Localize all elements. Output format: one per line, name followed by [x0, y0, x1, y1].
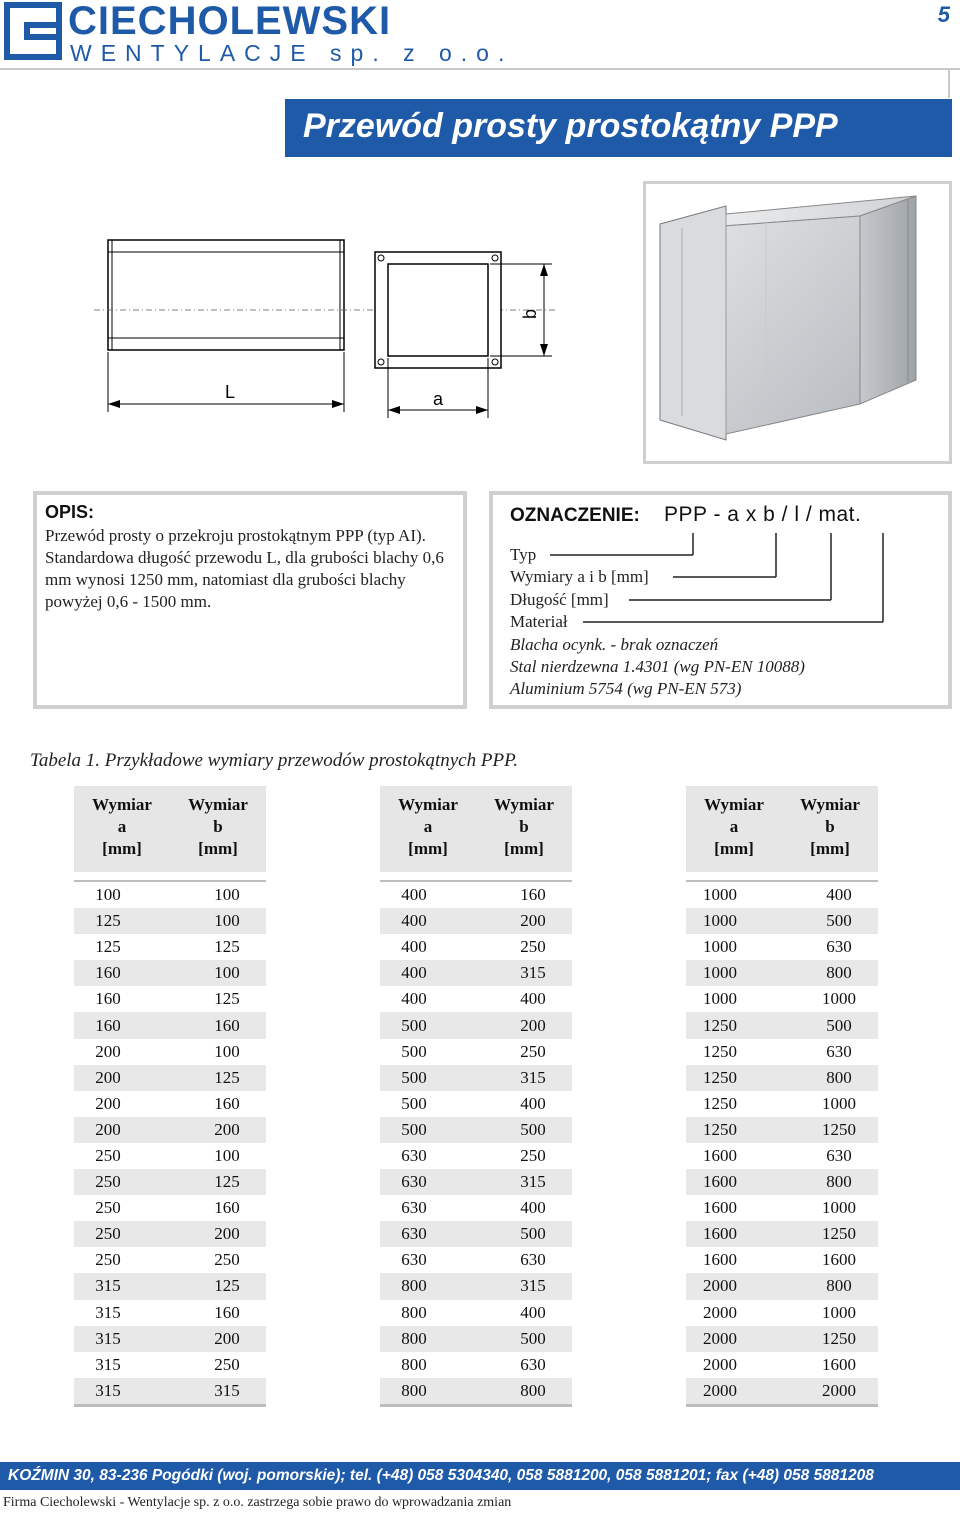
header-divider	[0, 68, 960, 70]
cell-dimension-b: 125	[214, 937, 240, 957]
cell-dimension-b: 125	[214, 989, 240, 1009]
cell-dimension-b: 1000	[822, 1302, 856, 1322]
cell-dimension-b: 250	[520, 1145, 546, 1165]
cell-dimension-b: 160	[170, 1012, 266, 1038]
table-row	[74, 1117, 266, 1143]
dimension-table-3	[686, 786, 878, 1407]
table-row	[380, 882, 572, 908]
product-photo	[643, 181, 952, 464]
cell-dimension-a: 400	[380, 960, 476, 986]
cell-dimension-b: 400	[520, 1302, 546, 1322]
table-row	[686, 1247, 878, 1273]
designation-mat-galvanized: Blacha ocynk. - brak oznaczeń	[510, 635, 719, 654]
table-row	[380, 1091, 572, 1117]
table-row	[74, 960, 266, 986]
table-row	[380, 1169, 572, 1195]
cell-dimension-b: 315	[476, 960, 572, 986]
table-row	[380, 1352, 572, 1378]
designation-heading: OZNACZENIE:	[510, 505, 640, 526]
cell-dimension-b: 200	[476, 908, 572, 934]
brand-subtitle: WENTYLACJE sp. z o.o.	[70, 40, 514, 66]
duct-photo-illustration	[646, 184, 949, 461]
cell-dimension-a: 1250	[686, 1065, 782, 1091]
page-number: 5	[937, 2, 950, 27]
table-row	[74, 1143, 266, 1169]
cell-dimension-a: 800	[380, 1273, 476, 1299]
column-header-a	[74, 786, 170, 872]
table-row	[686, 1091, 878, 1117]
footer-address: KOŹMIN 30, 83-236 Pogódki (woj. pomorskie); tel. (+48) 058 5304340, 058 5881200, 058 5881201; fax (+48) 058 5881208	[8, 1467, 874, 1484]
cell-dimension-b: 500	[476, 1117, 572, 1143]
cell-dimension-a: 160	[74, 960, 170, 986]
cell-dimension-a: 1600	[703, 1145, 737, 1165]
table-row	[74, 1091, 266, 1117]
cell-dimension-a: 1000	[686, 908, 782, 934]
cell-dimension-b: 250	[520, 1041, 546, 1061]
designation-mat-stainless: Stal nierdzewna 1.4301 (wg PN-EN 10088)	[510, 657, 805, 676]
cell-dimension-b: 1250	[782, 1221, 878, 1247]
designation-material: Materiał	[510, 612, 568, 631]
table-row	[74, 1221, 266, 1247]
cell-dimension-a: 125	[95, 937, 121, 957]
footer-note: Firma Ciecholewski - Wentylacje sp. z o.o. zastrzega sobie prawo do wprowadzania zmian	[3, 1495, 512, 1510]
column-header-label: Wymiar	[92, 795, 152, 814]
table-row	[686, 1143, 878, 1169]
table-row	[380, 1039, 572, 1065]
cell-dimension-b: 100	[214, 1145, 240, 1165]
designation-code: PPP - a x b / l / mat.	[664, 503, 862, 526]
table-row	[380, 1247, 572, 1273]
column-header-symbol: b	[213, 817, 223, 836]
cell-dimension-a: 1000	[703, 885, 737, 905]
description-text: Przewód prosty o przekroju prostokątnym PPP (typ AI). Standardowa długość przewodu L, dla grubości blachy 0,6 mm wynosi 1250 mm, natomiast dla grubości blachy powyżej 0,6 - 1500 mm.	[45, 526, 444, 611]
label-a: a	[432, 389, 444, 409]
cell-dimension-a: 1600	[703, 1198, 737, 1218]
designation-dlugosc: Długość [mm]	[510, 590, 609, 609]
table-row	[380, 960, 572, 986]
cell-dimension-b: 315	[476, 1273, 572, 1299]
cell-dimension-b: 800	[782, 960, 878, 986]
cell-dimension-b: 800	[782, 1273, 878, 1299]
cell-dimension-b: 1000	[822, 989, 856, 1009]
cell-dimension-a: 200	[95, 1041, 121, 1061]
cell-dimension-a: 1250	[686, 1117, 782, 1143]
brand-name: CIECHOLEWSKI	[68, 0, 392, 43]
table-row	[686, 1065, 878, 1091]
column-header-label: Wymiar	[704, 795, 764, 814]
description-heading: OPIS:	[45, 502, 95, 522]
cell-dimension-b: 315	[476, 1065, 572, 1091]
cell-dimension-a: 1250	[703, 1041, 737, 1061]
dimension-table-1	[74, 786, 266, 1407]
cell-dimension-b: 160	[214, 1093, 240, 1113]
duct-flange-view	[375, 252, 501, 368]
table-row	[686, 1273, 878, 1299]
cell-dimension-b: 100	[170, 960, 266, 986]
cell-dimension-a: 500	[380, 1117, 476, 1143]
cell-dimension-a: 400	[380, 908, 476, 934]
column-header-unit: [mm]	[102, 839, 142, 858]
cell-dimension-b: 1250	[782, 1117, 878, 1143]
cell-dimension-b: 1600	[822, 1250, 856, 1270]
column-header-symbol: b	[519, 817, 529, 836]
table-row	[74, 1195, 266, 1221]
column-header-symbol: a	[729, 817, 739, 836]
cell-dimension-b: 630	[520, 1250, 546, 1270]
label-length: L	[224, 382, 236, 402]
table-row	[380, 986, 572, 1012]
table-row	[74, 1039, 266, 1065]
cell-dimension-a: 1250	[703, 1093, 737, 1113]
table-row	[380, 1117, 572, 1143]
cell-dimension-a: 200	[95, 1093, 121, 1113]
cell-dimension-b: 800	[782, 1065, 878, 1091]
table-row	[686, 1300, 878, 1326]
cell-dimension-a: 630	[401, 1198, 427, 1218]
company-logo	[4, 0, 514, 66]
cell-dimension-a: 500	[380, 1065, 476, 1091]
cell-dimension-a: 1600	[703, 1250, 737, 1270]
cell-dimension-a: 315	[95, 1302, 121, 1322]
cell-dimension-b: 160	[214, 1302, 240, 1322]
technical-drawing	[60, 228, 560, 428]
column-header-unit: [mm]	[810, 839, 850, 858]
cell-dimension-a: 630	[401, 1250, 427, 1270]
table-row	[380, 1143, 572, 1169]
table-row	[74, 1273, 266, 1299]
column-header-label: Wymiar	[398, 795, 458, 814]
table-row	[74, 1352, 266, 1378]
table-row	[686, 1195, 878, 1221]
cell-dimension-a: 1000	[703, 989, 737, 1009]
cell-dimension-b: 160	[214, 1198, 240, 1218]
cell-dimension-b: 630	[826, 1145, 852, 1165]
cell-dimension-a: 800	[401, 1302, 427, 1322]
table-row	[686, 1352, 878, 1378]
cell-dimension-a: 1250	[686, 1012, 782, 1038]
cell-dimension-b: 125	[170, 1273, 266, 1299]
cell-dimension-a: 2000	[703, 1302, 737, 1322]
cell-dimension-b: 200	[170, 1326, 266, 1352]
table-row	[74, 1065, 266, 1091]
cell-dimension-a: 2000	[686, 1378, 782, 1404]
table-row	[686, 908, 878, 934]
cell-dimension-b: 800	[476, 1378, 572, 1404]
cell-dimension-b: 200	[170, 1221, 266, 1247]
cell-dimension-a: 200	[74, 1117, 170, 1143]
cell-dimension-a: 315	[95, 1354, 121, 1374]
cell-dimension-b: 250	[214, 1250, 240, 1270]
cell-dimension-a: 200	[74, 1065, 170, 1091]
cell-dimension-a: 1000	[703, 937, 737, 957]
designation-box	[489, 491, 952, 709]
cell-dimension-b: 125	[170, 1065, 266, 1091]
cell-dimension-b: 630	[826, 1041, 852, 1061]
cell-dimension-b: 1250	[782, 1326, 878, 1352]
table-row	[74, 1300, 266, 1326]
table-row	[380, 1326, 572, 1352]
column-header-unit: [mm]	[408, 839, 448, 858]
table-row	[74, 934, 266, 960]
column-header-unit: [mm]	[504, 839, 544, 858]
description-box	[33, 491, 467, 709]
dimension-table-2	[380, 786, 572, 1407]
cell-dimension-b: 100	[170, 908, 266, 934]
cell-dimension-b: 500	[476, 1221, 572, 1247]
cell-dimension-b: 800	[782, 1169, 878, 1195]
column-header-b	[782, 786, 878, 872]
cell-dimension-b: 400	[520, 1093, 546, 1113]
table-row	[74, 1169, 266, 1195]
table-row	[686, 1012, 878, 1038]
cell-dimension-a: 800	[401, 1354, 427, 1374]
table-row	[74, 1326, 266, 1352]
cell-dimension-b: 315	[476, 1169, 572, 1195]
cell-dimension-b: 500	[476, 1326, 572, 1352]
cell-dimension-a: 500	[401, 1041, 427, 1061]
column-header-unit: [mm]	[198, 839, 238, 858]
cell-dimension-a: 630	[401, 1145, 427, 1165]
cell-dimension-a: 160	[74, 1012, 170, 1038]
table-row	[74, 908, 266, 934]
cell-dimension-b: 400	[520, 1198, 546, 1218]
label-b: b	[520, 308, 540, 320]
cell-dimension-a: 1000	[686, 960, 782, 986]
cell-dimension-a: 630	[380, 1169, 476, 1195]
cell-dimension-b: 200	[476, 1012, 572, 1038]
cell-dimension-b: 250	[520, 937, 546, 957]
table-row	[686, 960, 878, 986]
designation-mat-aluminium: Aluminium 5754 (wg PN-EN 573)	[510, 679, 742, 698]
cell-dimension-b: 160	[520, 885, 546, 905]
column-header-unit: [mm]	[714, 839, 754, 858]
table-row	[686, 1326, 878, 1352]
table-row	[380, 1012, 572, 1038]
table-row	[74, 1012, 266, 1038]
cell-dimension-b: 315	[170, 1378, 266, 1404]
cell-dimension-b: 400	[520, 989, 546, 1009]
cell-dimension-b: 1600	[822, 1354, 856, 1374]
header-divider-vertical	[948, 68, 950, 98]
footer-band	[0, 1462, 960, 1490]
cell-dimension-b: 2000	[782, 1378, 878, 1404]
column-header-b	[170, 786, 266, 872]
column-header-label: Wymiar	[800, 795, 860, 814]
table-row	[380, 908, 572, 934]
column-header-label: Wymiar	[494, 795, 554, 814]
cell-dimension-a: 2000	[686, 1326, 782, 1352]
cell-dimension-a: 2000	[703, 1354, 737, 1374]
cell-dimension-a: 1600	[686, 1169, 782, 1195]
cell-dimension-b: 630	[826, 937, 852, 957]
table-caption: Tabela 1. Przykładowe wymiary przewodów prostokątnych PPP.	[30, 750, 518, 771]
cell-dimension-a: 160	[95, 989, 121, 1009]
cell-dimension-b: 630	[520, 1354, 546, 1374]
cell-dimension-a: 250	[74, 1169, 170, 1195]
column-header-b	[476, 786, 572, 872]
cell-dimension-a: 800	[380, 1326, 476, 1352]
designation-wymiary: Wymiary a i b [mm]	[510, 567, 649, 586]
cell-dimension-b: 1000	[822, 1198, 856, 1218]
table-row	[686, 1169, 878, 1195]
column-header-label: Wymiar	[188, 795, 248, 814]
cell-dimension-a: 1600	[686, 1221, 782, 1247]
table-row	[686, 986, 878, 1012]
cell-dimension-b: 200	[170, 1117, 266, 1143]
cell-dimension-a: 2000	[686, 1273, 782, 1299]
table-row	[686, 934, 878, 960]
table-row	[380, 1300, 572, 1326]
cell-dimension-a: 315	[74, 1273, 170, 1299]
logo-mark-icon	[4, 2, 62, 60]
cell-dimension-a: 125	[74, 908, 170, 934]
cell-dimension-b: 100	[214, 1041, 240, 1061]
cell-dimension-b: 500	[782, 908, 878, 934]
table-row	[380, 1065, 572, 1091]
table-row	[686, 882, 878, 908]
cell-dimension-b: 500	[782, 1012, 878, 1038]
cell-dimension-b: 1000	[822, 1093, 856, 1113]
title-banner	[285, 99, 952, 157]
table-row	[380, 934, 572, 960]
cell-dimension-a: 100	[95, 885, 121, 905]
column-header-a	[380, 786, 476, 872]
table-row	[74, 986, 266, 1012]
cell-dimension-a: 250	[74, 1221, 170, 1247]
column-header-symbol: b	[825, 817, 835, 836]
table-row	[686, 1221, 878, 1247]
table-row	[380, 1195, 572, 1221]
table-row	[74, 1247, 266, 1273]
table-row	[380, 1273, 572, 1299]
cell-dimension-a: 315	[74, 1378, 170, 1404]
column-header-a	[686, 786, 782, 872]
cell-dimension-a: 500	[401, 1093, 427, 1113]
cell-dimension-a: 400	[401, 937, 427, 957]
cell-dimension-a: 250	[95, 1145, 121, 1165]
table-row	[74, 882, 266, 908]
table-row	[686, 1378, 878, 1404]
cell-dimension-a: 315	[74, 1326, 170, 1352]
table-row	[380, 1221, 572, 1247]
page-title: Przewód prosty prostokątny PPP	[303, 107, 838, 145]
cell-dimension-b: 125	[170, 1169, 266, 1195]
column-header-symbol: a	[423, 817, 433, 836]
cell-dimension-a: 250	[95, 1198, 121, 1218]
designation-typ: Typ	[510, 545, 537, 564]
cell-dimension-b: 100	[214, 885, 240, 905]
cell-dimension-a: 630	[380, 1221, 476, 1247]
column-header-symbol: a	[117, 817, 127, 836]
table-row	[380, 1378, 572, 1404]
table-row	[686, 1039, 878, 1065]
table-row	[74, 1378, 266, 1404]
cell-dimension-a: 250	[95, 1250, 121, 1270]
table-row	[686, 1117, 878, 1143]
cell-dimension-a: 400	[401, 989, 427, 1009]
cell-dimension-a: 800	[380, 1378, 476, 1404]
cell-dimension-a: 500	[380, 1012, 476, 1038]
cell-dimension-a: 400	[401, 885, 427, 905]
cell-dimension-b: 400	[826, 885, 852, 905]
cell-dimension-b: 250	[214, 1354, 240, 1374]
